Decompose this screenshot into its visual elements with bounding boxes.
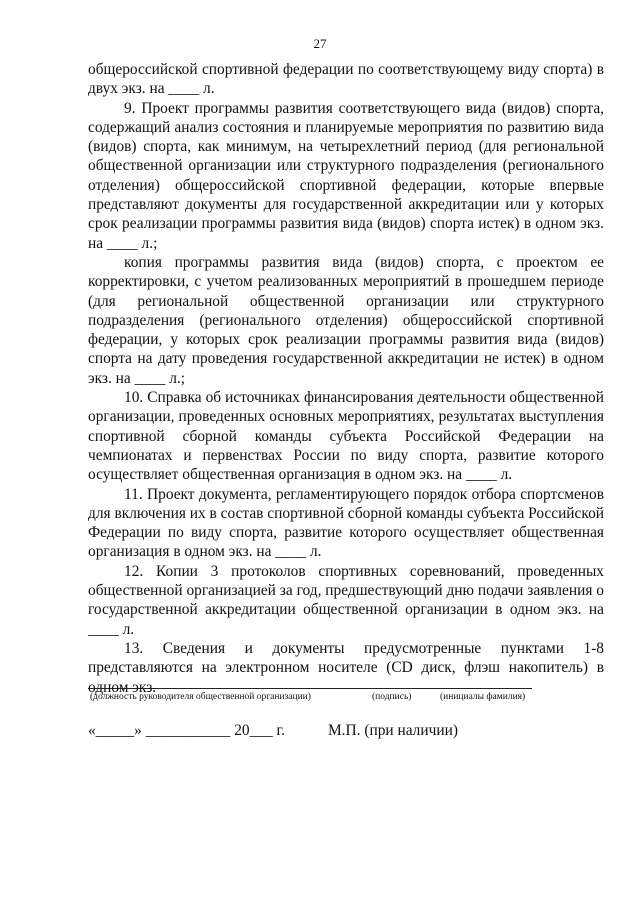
stamp-note: М.П. (при наличии)	[328, 722, 458, 739]
name-caption: (инициалы фамилия)	[440, 692, 526, 702]
position-caption: (должность руководителя общественной организации)	[90, 692, 311, 702]
date-line: «_____» ___________ 20___ г.	[88, 722, 285, 739]
signature-caption: (подпись)	[372, 692, 412, 702]
paragraph-program-copy: копия программы развития вида (видов) спорта, с проектом ее корректировки, с учетом реализованных мероприятий в прошедшем периоде (для региональной общественной организации или структурного подразделения (регионального отделения) общероссийской спортивной федерации, у которых срок реализации программы развития вида (видов) спорта на дату проведения государственной аккредитации не истек) в одном экз. на ____ л.;	[88, 253, 604, 387]
paragraph-item-10: 10. Справка об источниках финансирования деятельности общественной организации, проведенных основных мероприятиях, результатах выступления спортивной сборной команды субъекта Российской Федерации на чемпионатах и первенствах России по виду спорта, развитие которого осуществляет общественная организация в одном экз. на ____ л.	[88, 389, 604, 484]
paragraph-item-12: 12. Копии 3 протоколов спортивных соревнований, проведенных общественной организацией за год, предшествующий дню подачи заявления о государственной аккредитации общественной организации в одном экз. на ____ л.	[88, 562, 604, 638]
paragraph-item-11: 11. Проект документа, регламентирующего порядок отбора спортсменов для включения их в состав спортивной сборной команды субъекта Российской Федерации по виду спорта, развитие которого осуществляет общественная организация в одном экз. на ____ л.	[88, 485, 604, 561]
paragraph-continuation: общероссийской спортивной федерации по соответствующему виду спорта) в двух экз. на ____ л.	[88, 61, 604, 98]
paragraph-item-9: 9. Проект программы развития соответствующего вида (видов) спорта, содержащий анализ состояния и планируемые мероприятия по развитию вида (видов) спорта, как минимум, на четырехлетний период (для региональной общественной организации или структурного подразделения (регионального отделения) общероссийской спортивной федерации, которые впервые представляют документы для государственной аккредитации или у которых срок реализации программы развития вида (видов) спорта истек) в одном экз. на ____ л.;	[88, 99, 604, 252]
document-body	[88, 60, 604, 697]
page-number: 27	[313, 36, 327, 51]
signature-line	[88, 688, 532, 689]
paragraph-item-13: 13. Сведения и документы предусмотренные пунктами 1-8 представляются на электронном носителе (CD диск, флэш накопитель) в одном экз.	[88, 639, 604, 696]
